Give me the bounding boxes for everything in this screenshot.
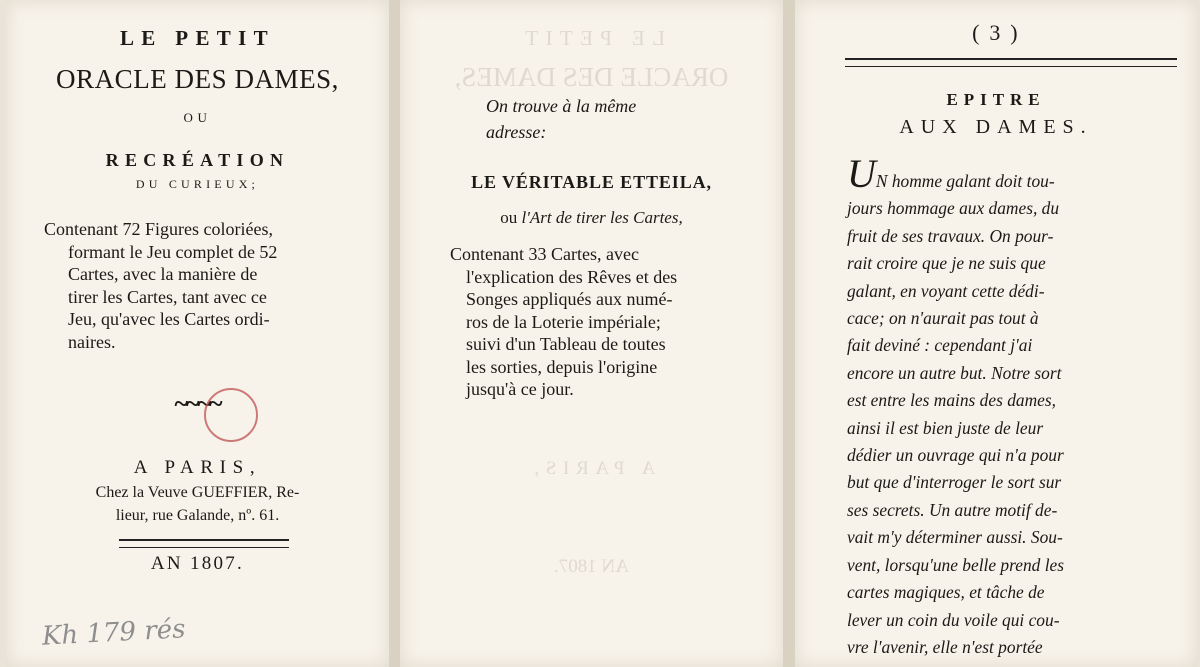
book-subtitle: l'Art de tirer les Cartes, xyxy=(521,208,683,227)
book-contents-line: Contenant 33 Cartes, avec xyxy=(450,244,639,264)
book-contents-line: Songes appliqués aux numé- xyxy=(466,289,673,309)
epitre-line xyxy=(847,151,1175,196)
book-subtitle-line xyxy=(400,208,783,228)
epitre-line: cartes magiques, et tâche de xyxy=(847,582,1045,603)
ornament-glyphs: ~~~~ xyxy=(174,389,221,418)
subtitle-recreation: RECRÉATION xyxy=(105,150,290,170)
book-contents-line: jusqu'à ce jour. xyxy=(466,379,574,399)
verso-page xyxy=(400,0,783,667)
epitre-line: ainsi il est bien juste de leur xyxy=(847,417,1044,438)
contents-block xyxy=(44,218,364,353)
title-ou: OU xyxy=(183,110,212,125)
epitre-line: lever un coin du voile qui cou- xyxy=(847,609,1060,630)
epitre-heading-1: EPITRE xyxy=(946,90,1046,109)
page-number: ( 3 ) xyxy=(972,20,1020,45)
epitre-first-line: N homme galant doit tou- xyxy=(875,171,1055,191)
header-rule xyxy=(845,58,1177,67)
book-subtitle-prefix: ou xyxy=(500,208,518,227)
epitre-page xyxy=(795,0,1197,667)
gutter-right xyxy=(783,0,795,667)
epitre-line: ses secrets. Un autre motif de- xyxy=(847,499,1058,520)
imprint-date: AN 1807. xyxy=(150,553,245,574)
imprint-publisher-1: Chez la Veuve GUEFFIER, Re- xyxy=(95,484,300,501)
epitre-line: but que d'interroger le sort sur xyxy=(847,472,1062,493)
contents-line: tirer les Cartes, tant avec ce xyxy=(68,286,267,307)
library-stamp: ​ xyxy=(193,377,269,453)
title-line-1: LE PETIT xyxy=(119,26,276,50)
intro-line-1: On trouve à la même xyxy=(486,96,637,116)
epitre-line: encore un autre but. Notre sort xyxy=(847,362,1062,383)
epitre-line: rait croire que je ne suis que xyxy=(847,253,1046,274)
show-through-date: AN 1807. xyxy=(554,556,629,577)
contents-line: formant le Jeu complet de 52 xyxy=(68,241,278,262)
subtitle-du-curieux: DU CURIEUX; xyxy=(135,177,260,191)
epitre-line: vre l'avenir, elle n'est portée xyxy=(847,636,1043,657)
title-line-2: ORACLE DES DAMES, xyxy=(56,64,339,94)
gutter-left xyxy=(389,0,400,667)
epitre-line: galant, en voyant cette dédi- xyxy=(847,280,1045,301)
epitre-line: cace; on n'aurait pas tout à xyxy=(847,308,1039,329)
book-contents-line: ros de la Loterie impériale; xyxy=(466,311,661,332)
book-contents xyxy=(450,243,780,401)
book-contents-line: les sorties, depuis l'origine xyxy=(466,356,658,377)
epitre-heading-2: AUX DAMES. xyxy=(899,116,1093,138)
imprint-publisher-2: lieur, rue Galande, nº. 61. xyxy=(115,507,280,524)
book-contents-line: l'explication des Rêves et des xyxy=(466,266,678,287)
ornament xyxy=(6,389,389,418)
epitre-line: jours hommage aux dames, du xyxy=(847,198,1060,219)
show-through-title: LE PETIT xyxy=(518,26,665,50)
contents-line: Jeu, qu'avec les Cartes ordi- xyxy=(68,309,270,329)
show-through-imprint: A PARIS, xyxy=(527,458,656,479)
book-title: LE VÉRITABLE ETTEILA, xyxy=(471,172,712,192)
title-page xyxy=(6,0,389,667)
epitre-line: est entre les mains des dames, xyxy=(847,390,1056,411)
contents-line: naires. xyxy=(68,331,116,352)
handwritten-shelfmark: Kh 179 rés xyxy=(41,614,187,652)
epitre-line: vent, lorsqu'une belle prend les xyxy=(847,554,1065,575)
epitre-line: fait deviné : cependant j'ai xyxy=(847,335,1033,356)
book-contents-line: suivi d'un Tableau de toutes xyxy=(466,334,666,354)
imprint-city: A PARIS, xyxy=(133,457,262,478)
epitre-line: fruit de ses travaux. On pour- xyxy=(847,225,1054,246)
epitre-body xyxy=(847,151,1175,661)
rule xyxy=(119,539,289,548)
epitre-line: vait m'y déterminer aussi. Sou- xyxy=(847,527,1063,548)
contents-line: Cartes, avec la manière de xyxy=(68,264,258,284)
intro-line-2: adresse: xyxy=(486,122,547,142)
contents-line: Contenant 72 Figures coloriées, xyxy=(44,219,273,239)
epitre-line: dédier un ouvrage qui n'a pour xyxy=(847,445,1064,466)
drop-cap: U xyxy=(847,151,876,196)
show-through-title-2: ORACLE DES DAMES, xyxy=(454,62,729,92)
